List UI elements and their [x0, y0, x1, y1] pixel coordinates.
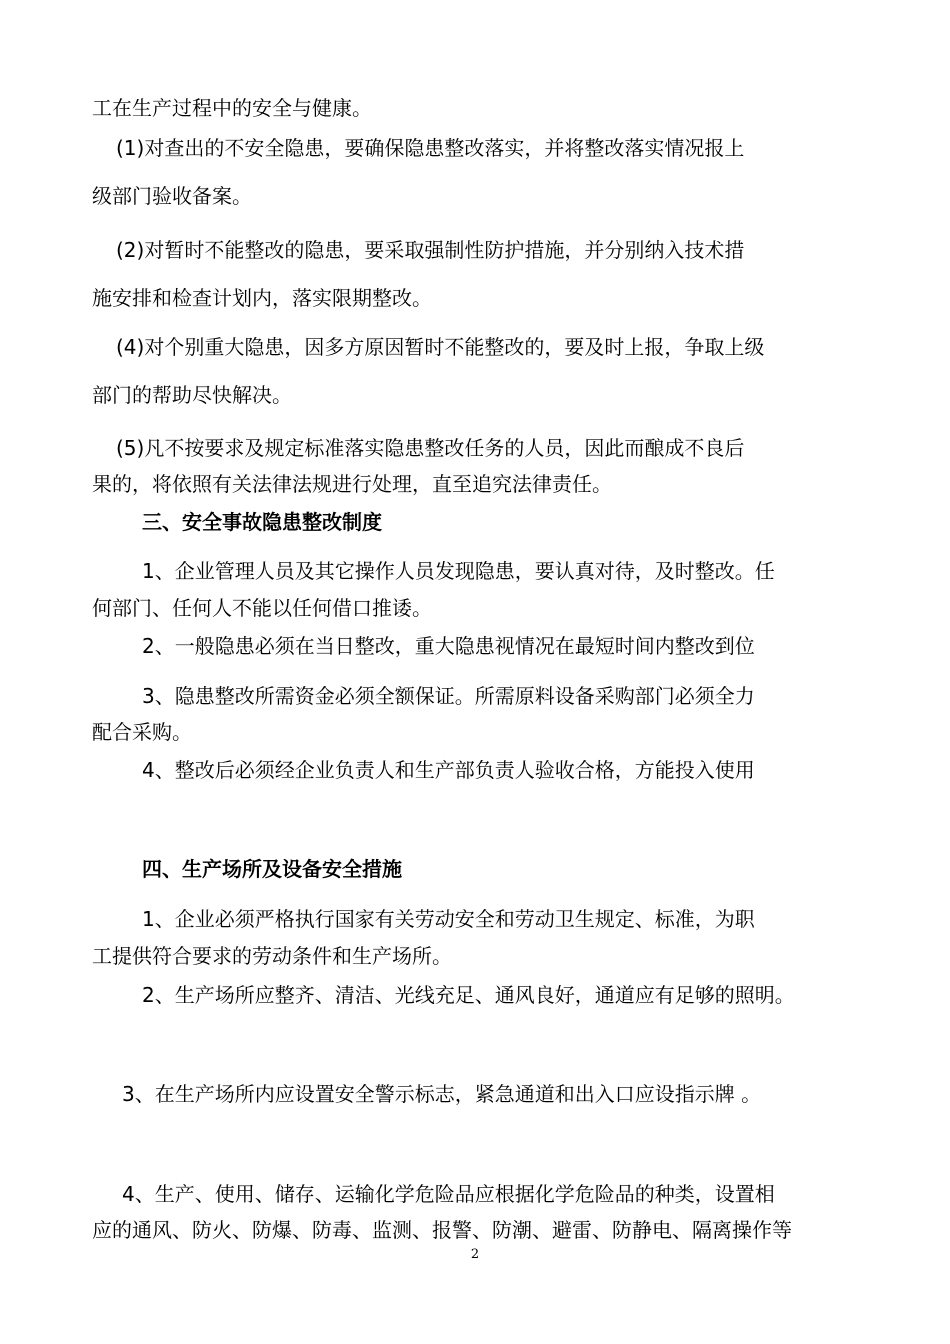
text-line: 4、整改后必须经企业负责人和生产部负责人验收合格，方能投入使用: [142, 758, 755, 782]
text-line: 2、生产场所应整齐、清洁、光线充足、通风良好，通道应有足够的照明。: [142, 983, 795, 1007]
text-line: (2)对暂时不能整改的隐患，要采取强制性防护措施，并分别纳入技术措: [116, 238, 745, 262]
text-line: 施安排和检查计划内，落实限期整改。: [92, 286, 432, 310]
text-line: 配合采购。: [92, 720, 192, 744]
text-line: 3、在生产场所内应设置安全警示标志，紧急通道和出入口应设指示牌 。: [122, 1082, 762, 1106]
text-line: 何部门、任何人不能以任何借口推诿。: [92, 596, 432, 620]
text-line: 部门的帮助尽快解决。: [92, 383, 292, 407]
section-heading: 四、生产场所及设备安全措施: [142, 857, 402, 881]
text-line: 1、企业必须严格执行国家有关劳动安全和劳动卫生规定、标准，为职: [142, 907, 755, 931]
text-line: 工在生产过程中的安全与健康。: [92, 96, 372, 120]
text-line: (5)凡不按要求及规定标准落实隐患整改任务的人员，因此而酿成不良后: [116, 436, 745, 460]
text-line: 工提供符合要求的劳动条件和生产场所。: [92, 944, 452, 968]
section-heading: 三、安全事故隐患整改制度: [142, 510, 382, 534]
text-line: 应的通风、防火、防爆、防毒、监测、报警、防潮、避雷、防静电、隔离操作等: [92, 1218, 792, 1242]
text-line: (4)对个别重大隐患，因多方原因暂时不能整改的，要及时上报，争取上级: [116, 335, 765, 359]
text-line: 级部门验收备案。: [92, 184, 252, 208]
text-line: 4、生产、使用、储存、运输化学危险品应根据化学危险品的种类，设置相: [122, 1182, 775, 1206]
text-line: 1、企业管理人员及其它操作人员发现隐患，要认真对待，及时整改。任: [142, 559, 775, 583]
text-line: 2、一般隐患必须在当日整改，重大隐患视情况在最短时间内整改到位: [142, 634, 755, 658]
text-line: 果的，将依照有关法律法规进行处理，直至追究法律责任。: [92, 472, 612, 496]
text-line: 3、隐患整改所需资金必须全额保证。所需原料设备采购部门必须全力: [142, 684, 755, 708]
text-line: (1)对查出的不安全隐患，要确保隐患整改落实，并将整改落实情况报上: [116, 136, 745, 160]
page-number: 2: [470, 1247, 480, 1262]
